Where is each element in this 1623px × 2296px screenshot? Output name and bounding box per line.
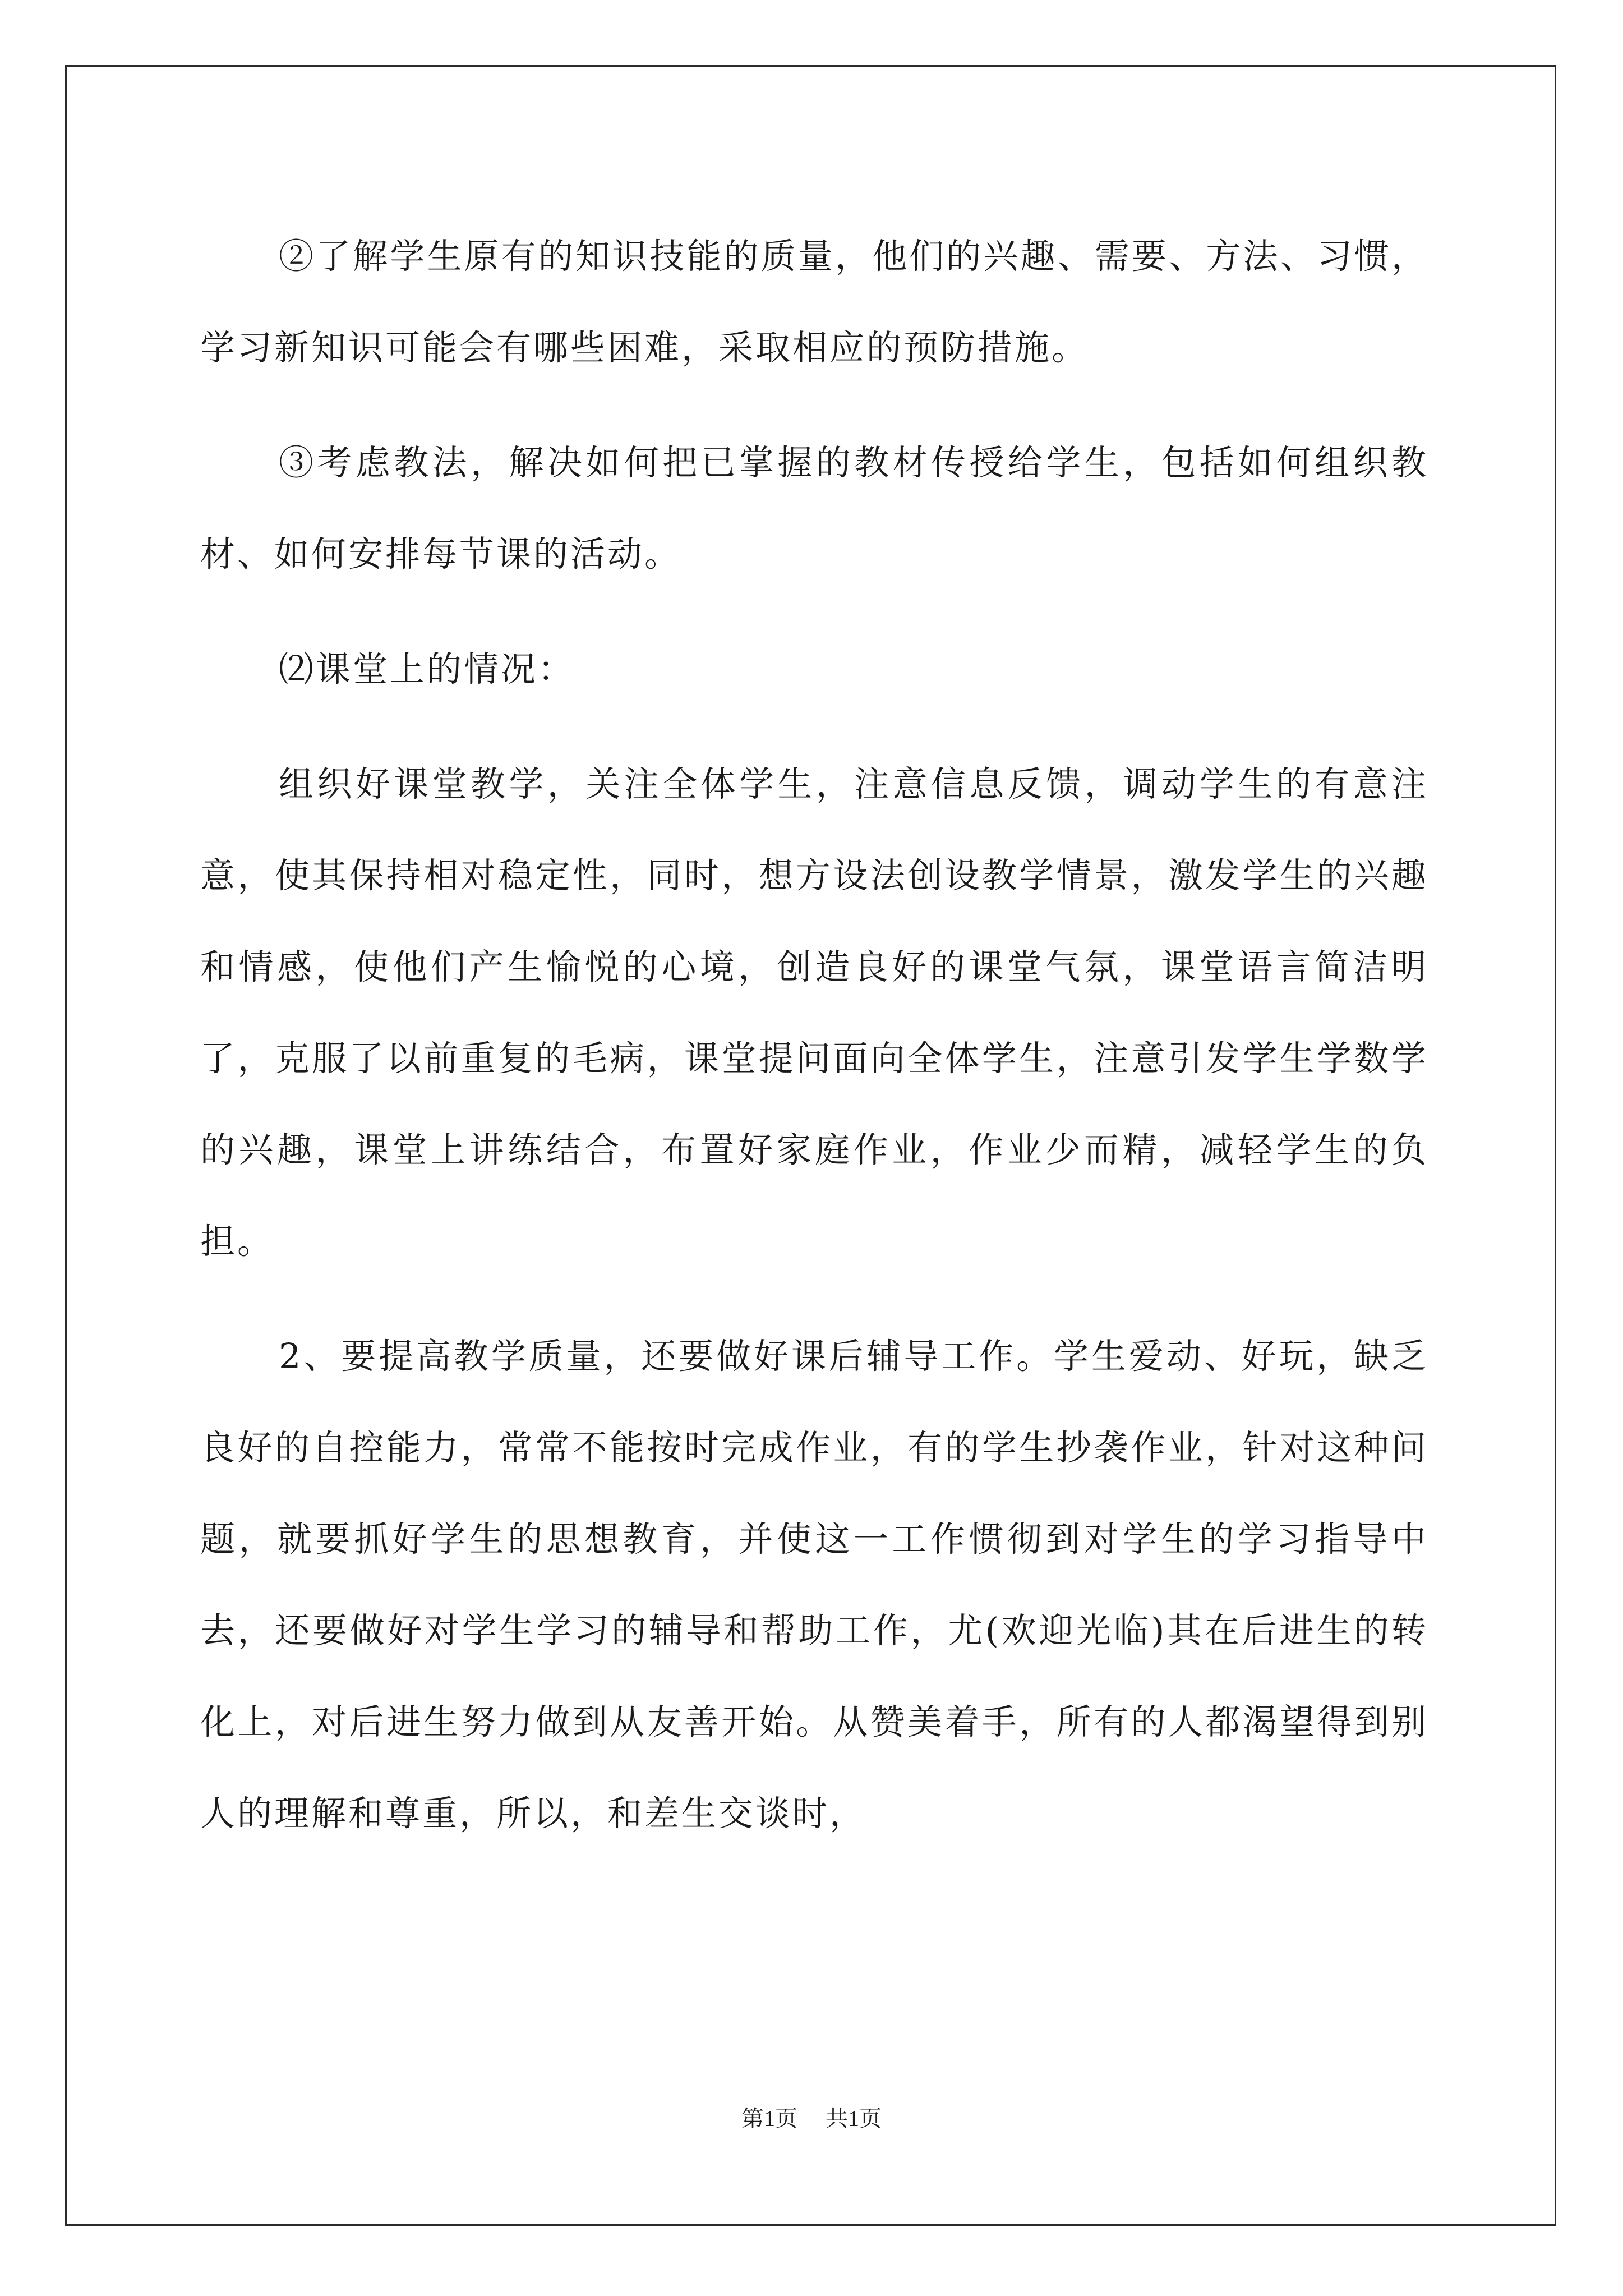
paragraph: 2、要提高教学质量，还要做好课后辅导工作。学生爱动、好玩，缺乏良好的自控能力，常常不能按时完成作业，有的学生抄袭作业，针对这种问题，就要抓好学生的思想教育，并使这一工作惯彻到对学生的学习指导中去，还要做好对学生学习的辅导和帮助工作，尤(欢迎光临)其在后进生的转化上，对后进生努力做到从友善开始。从赞美着手，所有的人都渴望得到别人的理解和尊重，所以，和差生交谈时， <box>200 1336 1428 1834</box>
document-body <box>200 210 1428 1883</box>
paragraph: ③考虑教法，解决如何把已掌握的教材传授给学生，包括如何组织教材、如何安排每节课的活动。 <box>200 442 1428 574</box>
paragraph: 组织好课堂教学，关注全体学生，注意信息反馈，调动学生的有意注意，使其保持相对稳定性，同时，想方设法创设教学情景，激发学生的兴趣和情感，使他们产生愉悦的心境，创造良好的课堂气氛，课堂语言简洁明了，克服了以前重复的毛病，课堂提问面向全体学生，注意引发学生学数学的兴趣，课堂上讲练结合，布置好家庭作业，作业少而精，减轻学生的负担。 <box>200 763 1428 1262</box>
page-number-current: 第1页 <box>741 2106 797 2131</box>
page-footer <box>0 2101 1623 2133</box>
paragraph: ②了解学生原有的知识技能的质量，他们的兴趣、需要、方法、习惯，学习新知识可能会有哪些困难，采取相应的预防措施。 <box>200 236 1428 368</box>
page-number-total: 共1页 <box>826 2106 882 2131</box>
paragraph: ⑵课堂上的情况： <box>279 648 575 689</box>
